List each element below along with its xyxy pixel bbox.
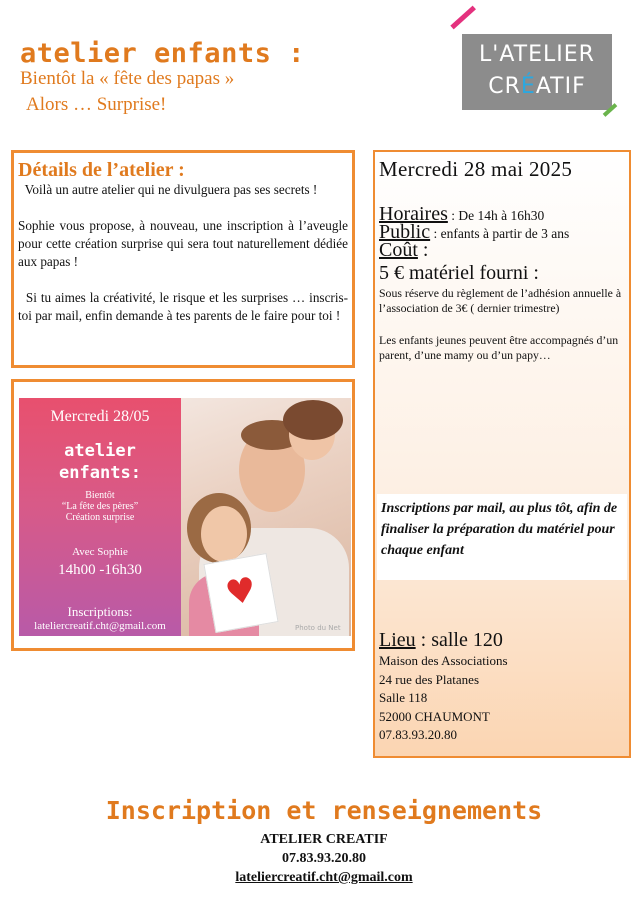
atelier-creatif-logo — [462, 34, 612, 110]
heart-card — [203, 553, 278, 633]
footer-title: Inscription et renseignements — [105, 796, 543, 825]
header-title: atelier enfants : — [20, 38, 305, 69]
schedule-row: Horaires : De 14h à 16h30 — [379, 203, 545, 225]
logo-line1: L'ATELIER — [479, 42, 595, 67]
flyer-host: Avec Sophie — [72, 546, 128, 558]
cost-row: Coût : — [379, 239, 429, 261]
registration-note: Inscriptions par mail, au plus tôt, afin de finaliser la préparation du matériel pour chaque enfant — [377, 494, 627, 580]
header-subtitle: Bientôt la « fête des papas » — [20, 68, 235, 89]
flyer-small-2: “La fête des pères” — [61, 501, 139, 512]
flyer-title-1: atelier — [64, 441, 136, 461]
details-title: Détails de l’atelier : — [18, 159, 185, 181]
flyer-inscriptions: Inscriptions: — [67, 604, 133, 619]
flyer-small-1: Bientôt — [85, 490, 115, 501]
flyer-small-3: Création surprise — [65, 512, 135, 523]
flyer-hours: 14h00 -16h30 — [58, 562, 142, 578]
flyer-image — [19, 398, 351, 636]
flyer-box — [11, 379, 355, 651]
details-paragraph-1: Voilà un autre atelier qui ne divulguera pas ses secrets ! — [24, 182, 318, 197]
heart-icon: ♥ — [222, 569, 260, 615]
address-line: 52000 CHAUMONT — [379, 708, 490, 724]
event-date: Mercredi 28 mai 2025 — [379, 157, 573, 181]
logo-line2: CRÉATIF — [488, 74, 586, 99]
details-paragraph-2: Sophie vous propose, à nouveau, une inscription à l’aveugle pour cette création surprise qui sera tout naturellement dédiée aux papas ! — [18, 218, 348, 269]
address-line: Maison des Associations — [379, 653, 508, 668]
location-title: Lieu : salle 120 — [379, 629, 503, 651]
footer-email-link[interactable]: lateliercreatif.cht@gmail.com — [235, 870, 413, 885]
details-box — [11, 150, 355, 368]
info-box — [373, 150, 631, 758]
footer-name: ATELIER CREATIF — [260, 832, 388, 847]
logo-pink-stripe — [450, 6, 476, 30]
address-line: 24 rue des Platanes — [379, 671, 480, 687]
price: 5 € matériel fourni : — [379, 262, 539, 284]
address-phone: 07.83.93.20.80 — [379, 727, 457, 742]
flyer-title-2: enfants: — [59, 463, 141, 483]
flyer-text-panel — [19, 398, 181, 636]
flyer-email: lateliercreatif.cht@gmail.com — [34, 620, 166, 632]
location-block — [379, 628, 508, 745]
flyer-date: Mercredi 28/05 — [50, 408, 150, 425]
footer-phone: 07.83.93.20.80 — [282, 851, 366, 866]
accompany-note: Les enfants jeunes peuvent être accompagnés d’un parent, d’une mamy ou d’un papy… — [379, 333, 619, 362]
photo-credit: Photo du Net — [295, 624, 341, 632]
details-paragraph-3: Si tu aimes la créativité, le risque et les surprises … inscris-toi par mail, enfin demande à tes parents de le faire pour toi ! — [18, 290, 349, 323]
audience-row: Public : enfants à partir de 3 ans — [379, 221, 570, 243]
header-tagline: Alors … Surprise! — [26, 94, 167, 115]
address-line: Salle 118 — [379, 690, 428, 705]
membership-note: Sous réserve du règlement de l’adhésion annuelle à l’association de 3€ ( dernier trimestre) — [379, 286, 622, 315]
